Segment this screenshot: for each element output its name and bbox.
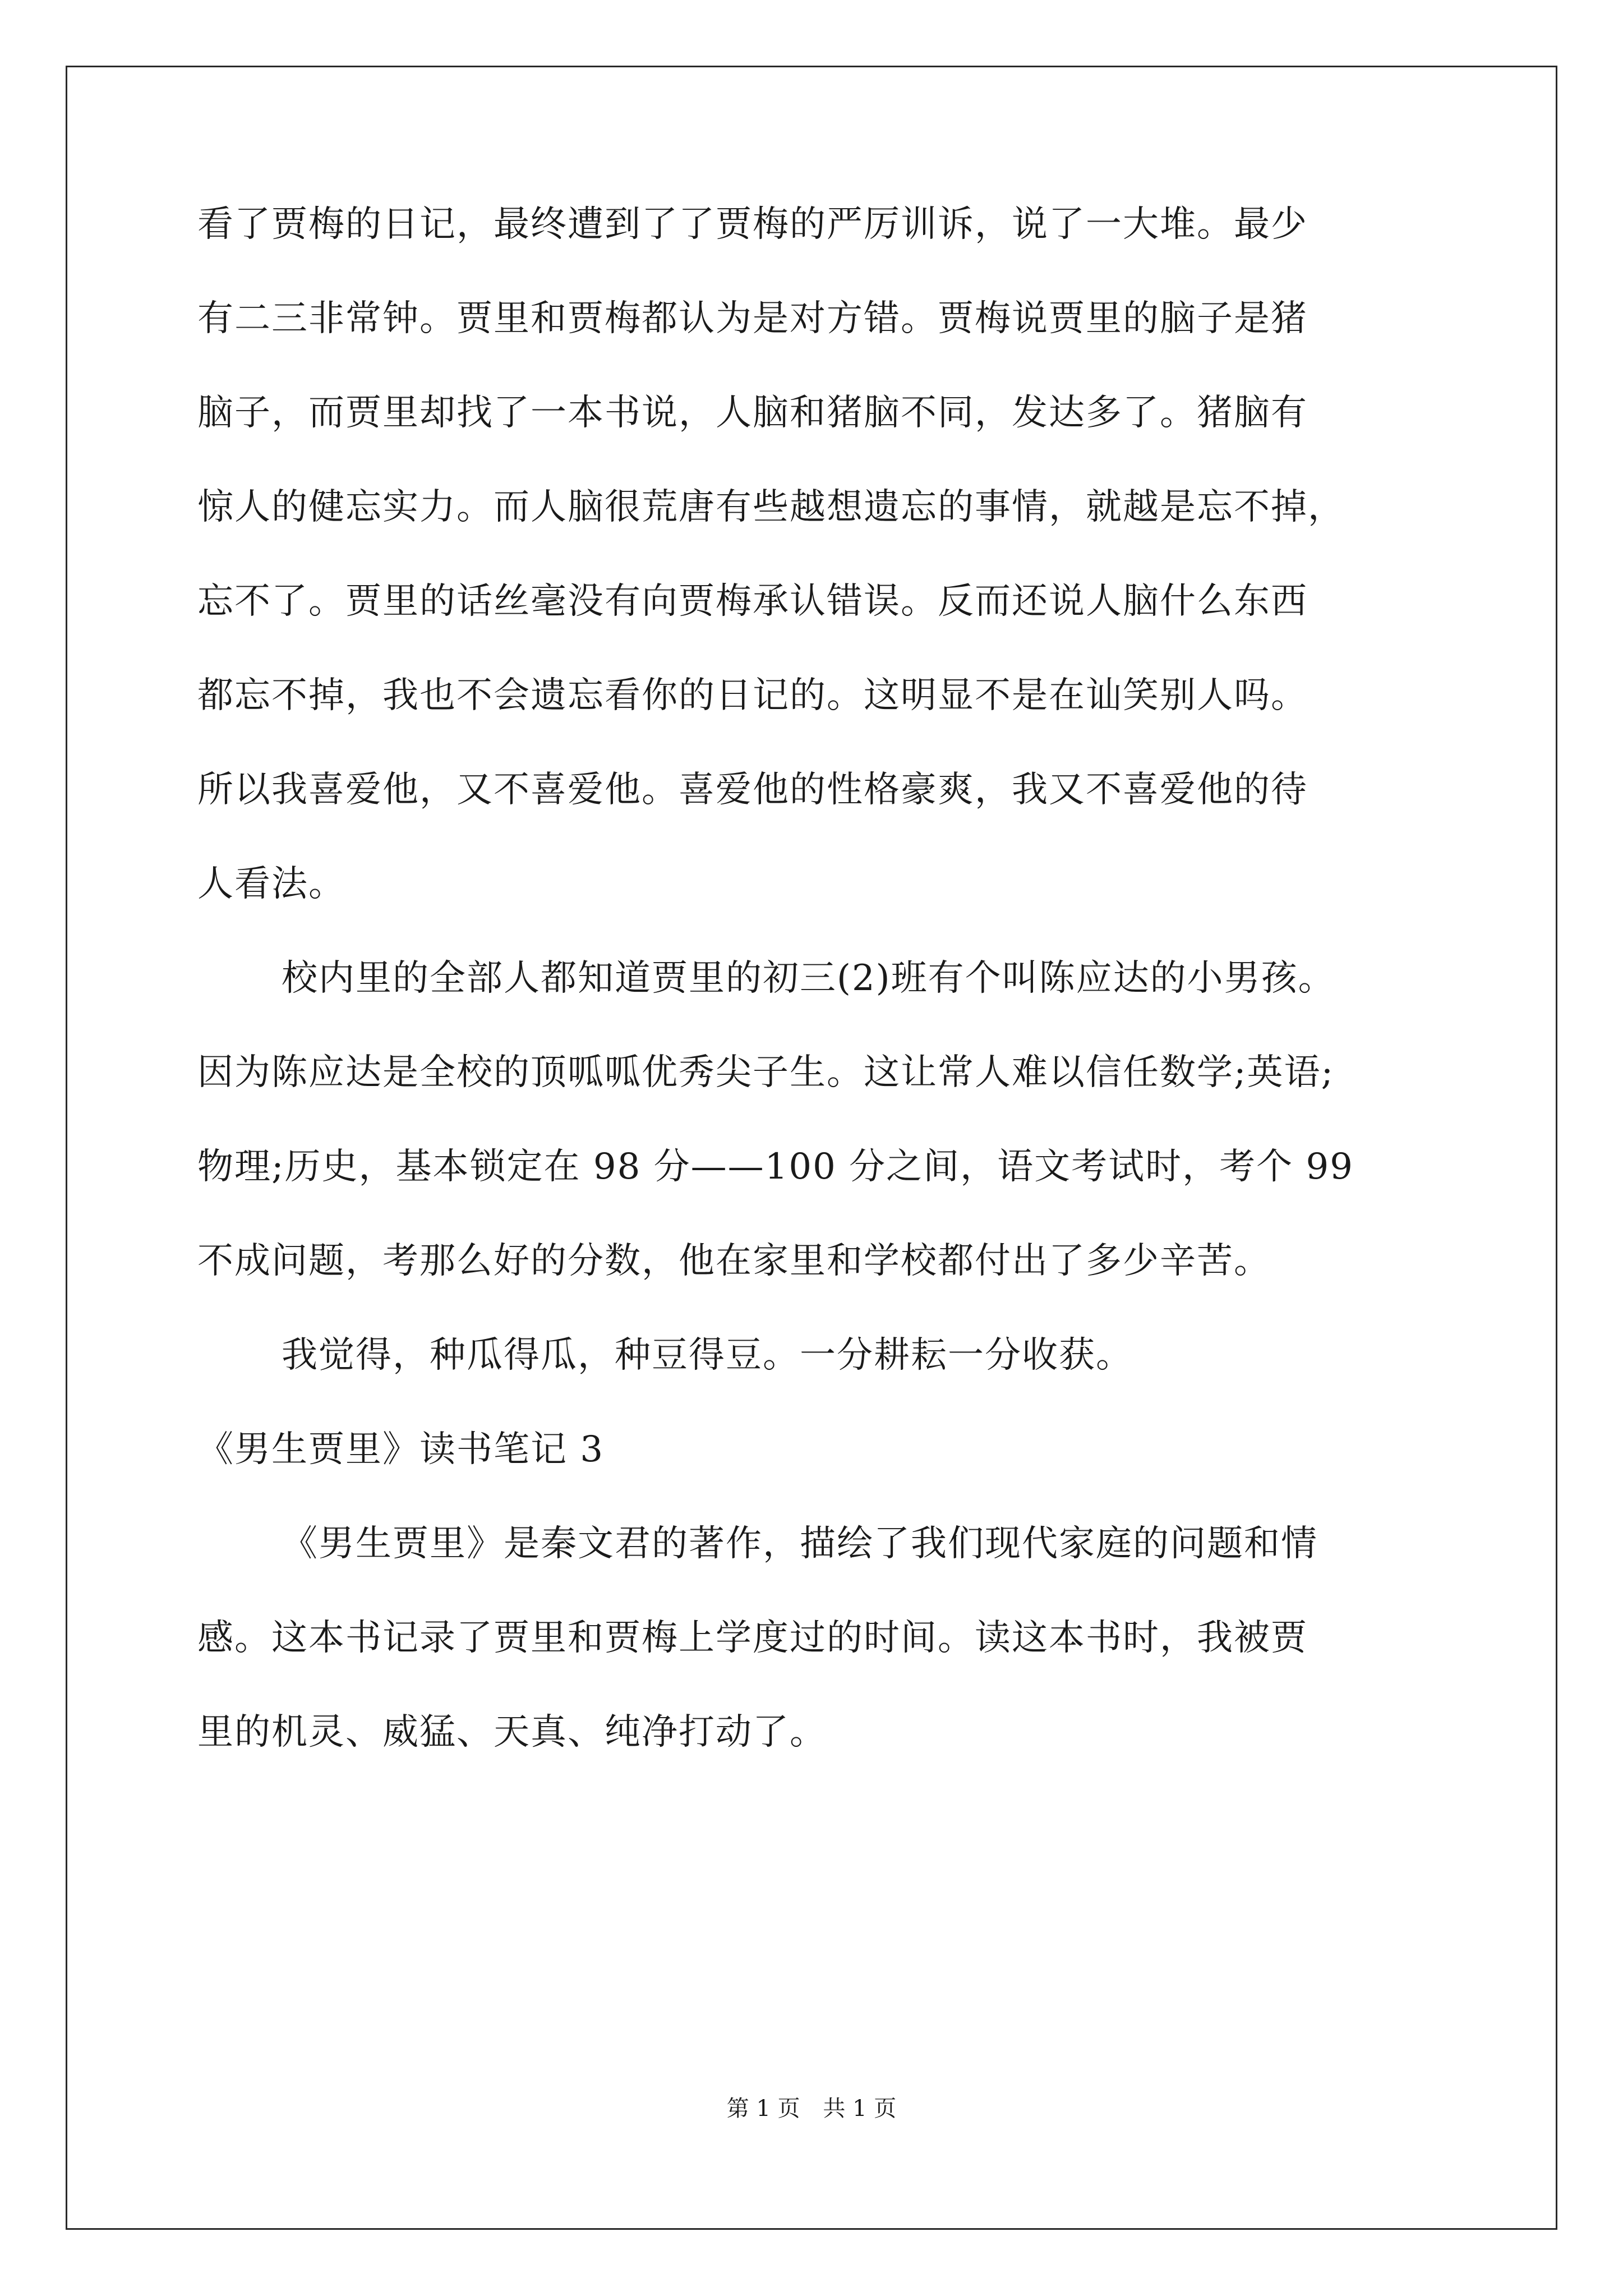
paragraph-line: 惊人的健忘实力。而人脑很荒唐有些越想遗忘的事情，就越是忘不掉，	[197, 486, 1345, 528]
page-footer	[0, 2095, 1623, 2123]
paragraph-line: 物理;历史，基本锁定在 98 分——100 分之间，语文考试时，考个 99	[197, 1146, 1354, 1188]
section-heading: 《男生贾里》读书笔记 3	[197, 1429, 605, 1470]
paragraph-line: 都忘不掉，我也不会遗忘看你的日记的。这明显不是在讪笑别人吗。	[197, 675, 1308, 716]
paragraph-line: 因为陈应达是全校的顶呱呱优秀尖子生。这让常人难以信任数学;英语;	[197, 1052, 1335, 1093]
paragraph-line: 所以我喜爱他，又不喜爱他。喜爱他的性格豪爽，我又不喜爱他的待	[197, 769, 1308, 811]
paragraph-line: 里的机灵、威猛、天真、纯净打动了。	[197, 1711, 827, 1753]
paragraph-line: 校内里的全部人都知道贾里的初三(2)班有个叫陈应达的小男孩。	[282, 958, 1335, 999]
paragraph-line: 有二三非常钟。贾里和贾梅都认为是对方错。贾梅说贾里的脑子是猪	[197, 298, 1308, 339]
paragraph-line: 我觉得，种瓜得瓜，种豆得豆。一分耕耘一分收获。	[282, 1335, 1133, 1376]
page-total: 共 1 页	[823, 2096, 897, 2122]
paragraph-line: 《男生贾里》是秦文君的著作，描绘了我们现代家庭的问题和情	[282, 1523, 1318, 1565]
paragraph-line: 感。这本书记录了贾里和贾梅上学度过的时间。读这本书时，我被贾	[197, 1617, 1308, 1659]
page-number: 第 1 页	[726, 2096, 800, 2122]
paragraph-line: 脑子，而贾里却找了一本书说，人脑和猪脑不同，发达多了。猪脑有	[197, 392, 1308, 434]
paragraph-line: 不成问题，考那么好的分数，他在家里和学校都付出了多少辛苦。	[197, 1240, 1271, 1282]
paragraph-line: 看了贾梅的日记，最终遭到了了贾梅的严厉训诉，说了一大堆。最少	[197, 204, 1308, 245]
paragraph-line: 忘不了。贾里的话丝毫没有向贾梅承认错误。反而还说人脑什么东西	[197, 581, 1308, 622]
paragraph-line: 人看法。	[197, 863, 345, 905]
